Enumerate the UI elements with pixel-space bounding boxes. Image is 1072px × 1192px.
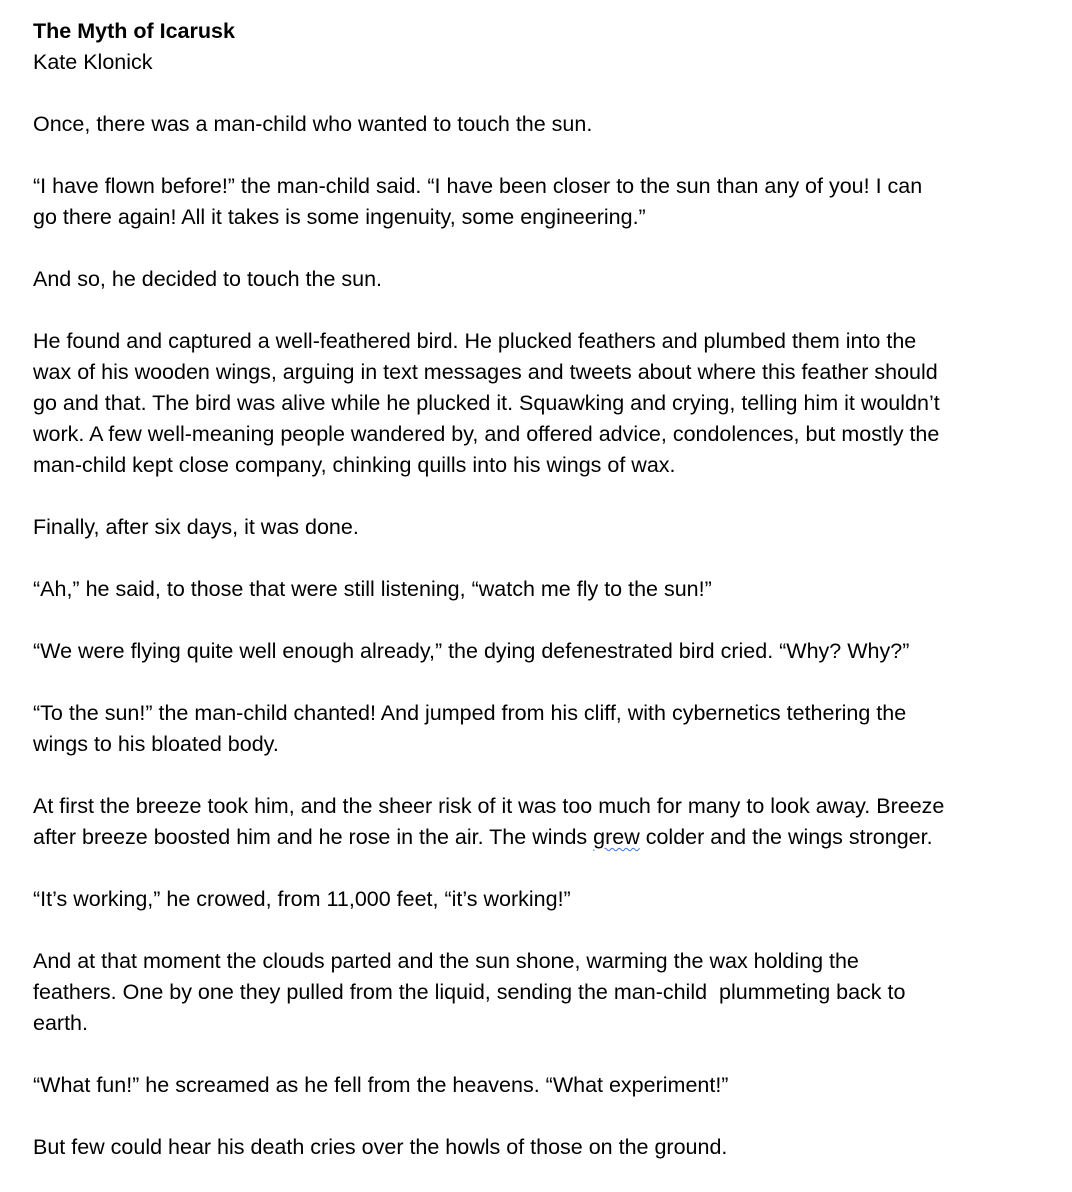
paragraph-line: Finally, after six days, it was done. (33, 515, 359, 539)
document-title: The Myth of Icarusk (33, 19, 235, 43)
spellcheck-flagged-word[interactable]: grew (593, 825, 640, 849)
paragraph-line: “It’s working,” he crowed, from 11,000 feet, “it’s working!” (33, 887, 571, 911)
paragraph-gap (33, 233, 1043, 264)
line-text: after breeze boosted him and he rose in the air. The winds (33, 825, 594, 849)
paragraph-gap (33, 605, 1043, 636)
paragraph-line-with-spellcheck (33, 822, 1043, 853)
paragraph-line: And at that moment the clouds parted and the sun shone, warming the wax holding the (33, 949, 859, 973)
paragraph-line: “To the sun!” the man-child chanted! And jumped from his cliff, with cybernetics tethering the (33, 701, 907, 725)
paragraph-line: man-child kept close company, chinking quills into his wings of wax. (33, 453, 676, 477)
paragraph-gap (33, 1039, 1043, 1070)
line-text: colder and the wings stronger. (639, 825, 933, 849)
paragraph-line: work. A few well-meaning people wandered by, and offered advice, condolences, but mostly the (33, 422, 940, 446)
document-author: Kate Klonick (33, 50, 153, 74)
paragraph-gap (33, 295, 1043, 326)
paragraph-line: earth. (33, 1011, 88, 1035)
document-page (33, 16, 1043, 1163)
paragraph-gap (33, 140, 1043, 171)
paragraph-line: “Ah,” he said, to those that were still listening, “watch me fly to the sun!” (33, 577, 712, 601)
paragraph-gap (33, 915, 1043, 946)
paragraph-line: “What fun!” he screamed as he fell from the heavens. “What experiment!” (33, 1073, 729, 1097)
paragraph-line: wax of his wooden wings, arguing in text messages and tweets about where this feather should (33, 360, 938, 384)
paragraph-line: He found and captured a well-feathered bird. He plucked feathers and plumbed them into the (33, 329, 917, 353)
paragraph-line: “I have flown before!” the man-child said. “I have been closer to the sun than any of you! I can (33, 174, 923, 198)
paragraph-gap (33, 1101, 1043, 1132)
paragraph-line: Once, there was a man-child who wanted to touch the sun. (33, 112, 593, 136)
paragraph-gap (33, 543, 1043, 574)
paragraph-line: go and that. The bird was alive while he plucked it. Squawking and crying, telling him it wouldn’t (33, 391, 940, 415)
paragraph-line: go there again! All it takes is some ingenuity, some engineering.” (33, 205, 646, 229)
paragraph-line: At first the breeze took him, and the sheer risk of it was too much for many to look away. Breeze (33, 794, 945, 818)
paragraph-line: And so, he decided to touch the sun. (33, 267, 383, 291)
paragraph-line: feathers. One by one they pulled from the liquid, sending the man-child plummeting back to (33, 980, 906, 1004)
paragraph-line: “We were flying quite well enough already,” the dying defenestrated bird cried. “Why? Why?” (33, 639, 910, 663)
paragraph-line: But few could hear his death cries over the howls of those on the ground. (33, 1135, 728, 1159)
paragraph-gap (33, 78, 1043, 109)
paragraph-gap (33, 667, 1043, 698)
paragraph-line: wings to his bloated body. (33, 732, 279, 756)
paragraph-gap (33, 481, 1043, 512)
paragraph-gap (33, 853, 1043, 884)
paragraph-gap (33, 760, 1043, 791)
